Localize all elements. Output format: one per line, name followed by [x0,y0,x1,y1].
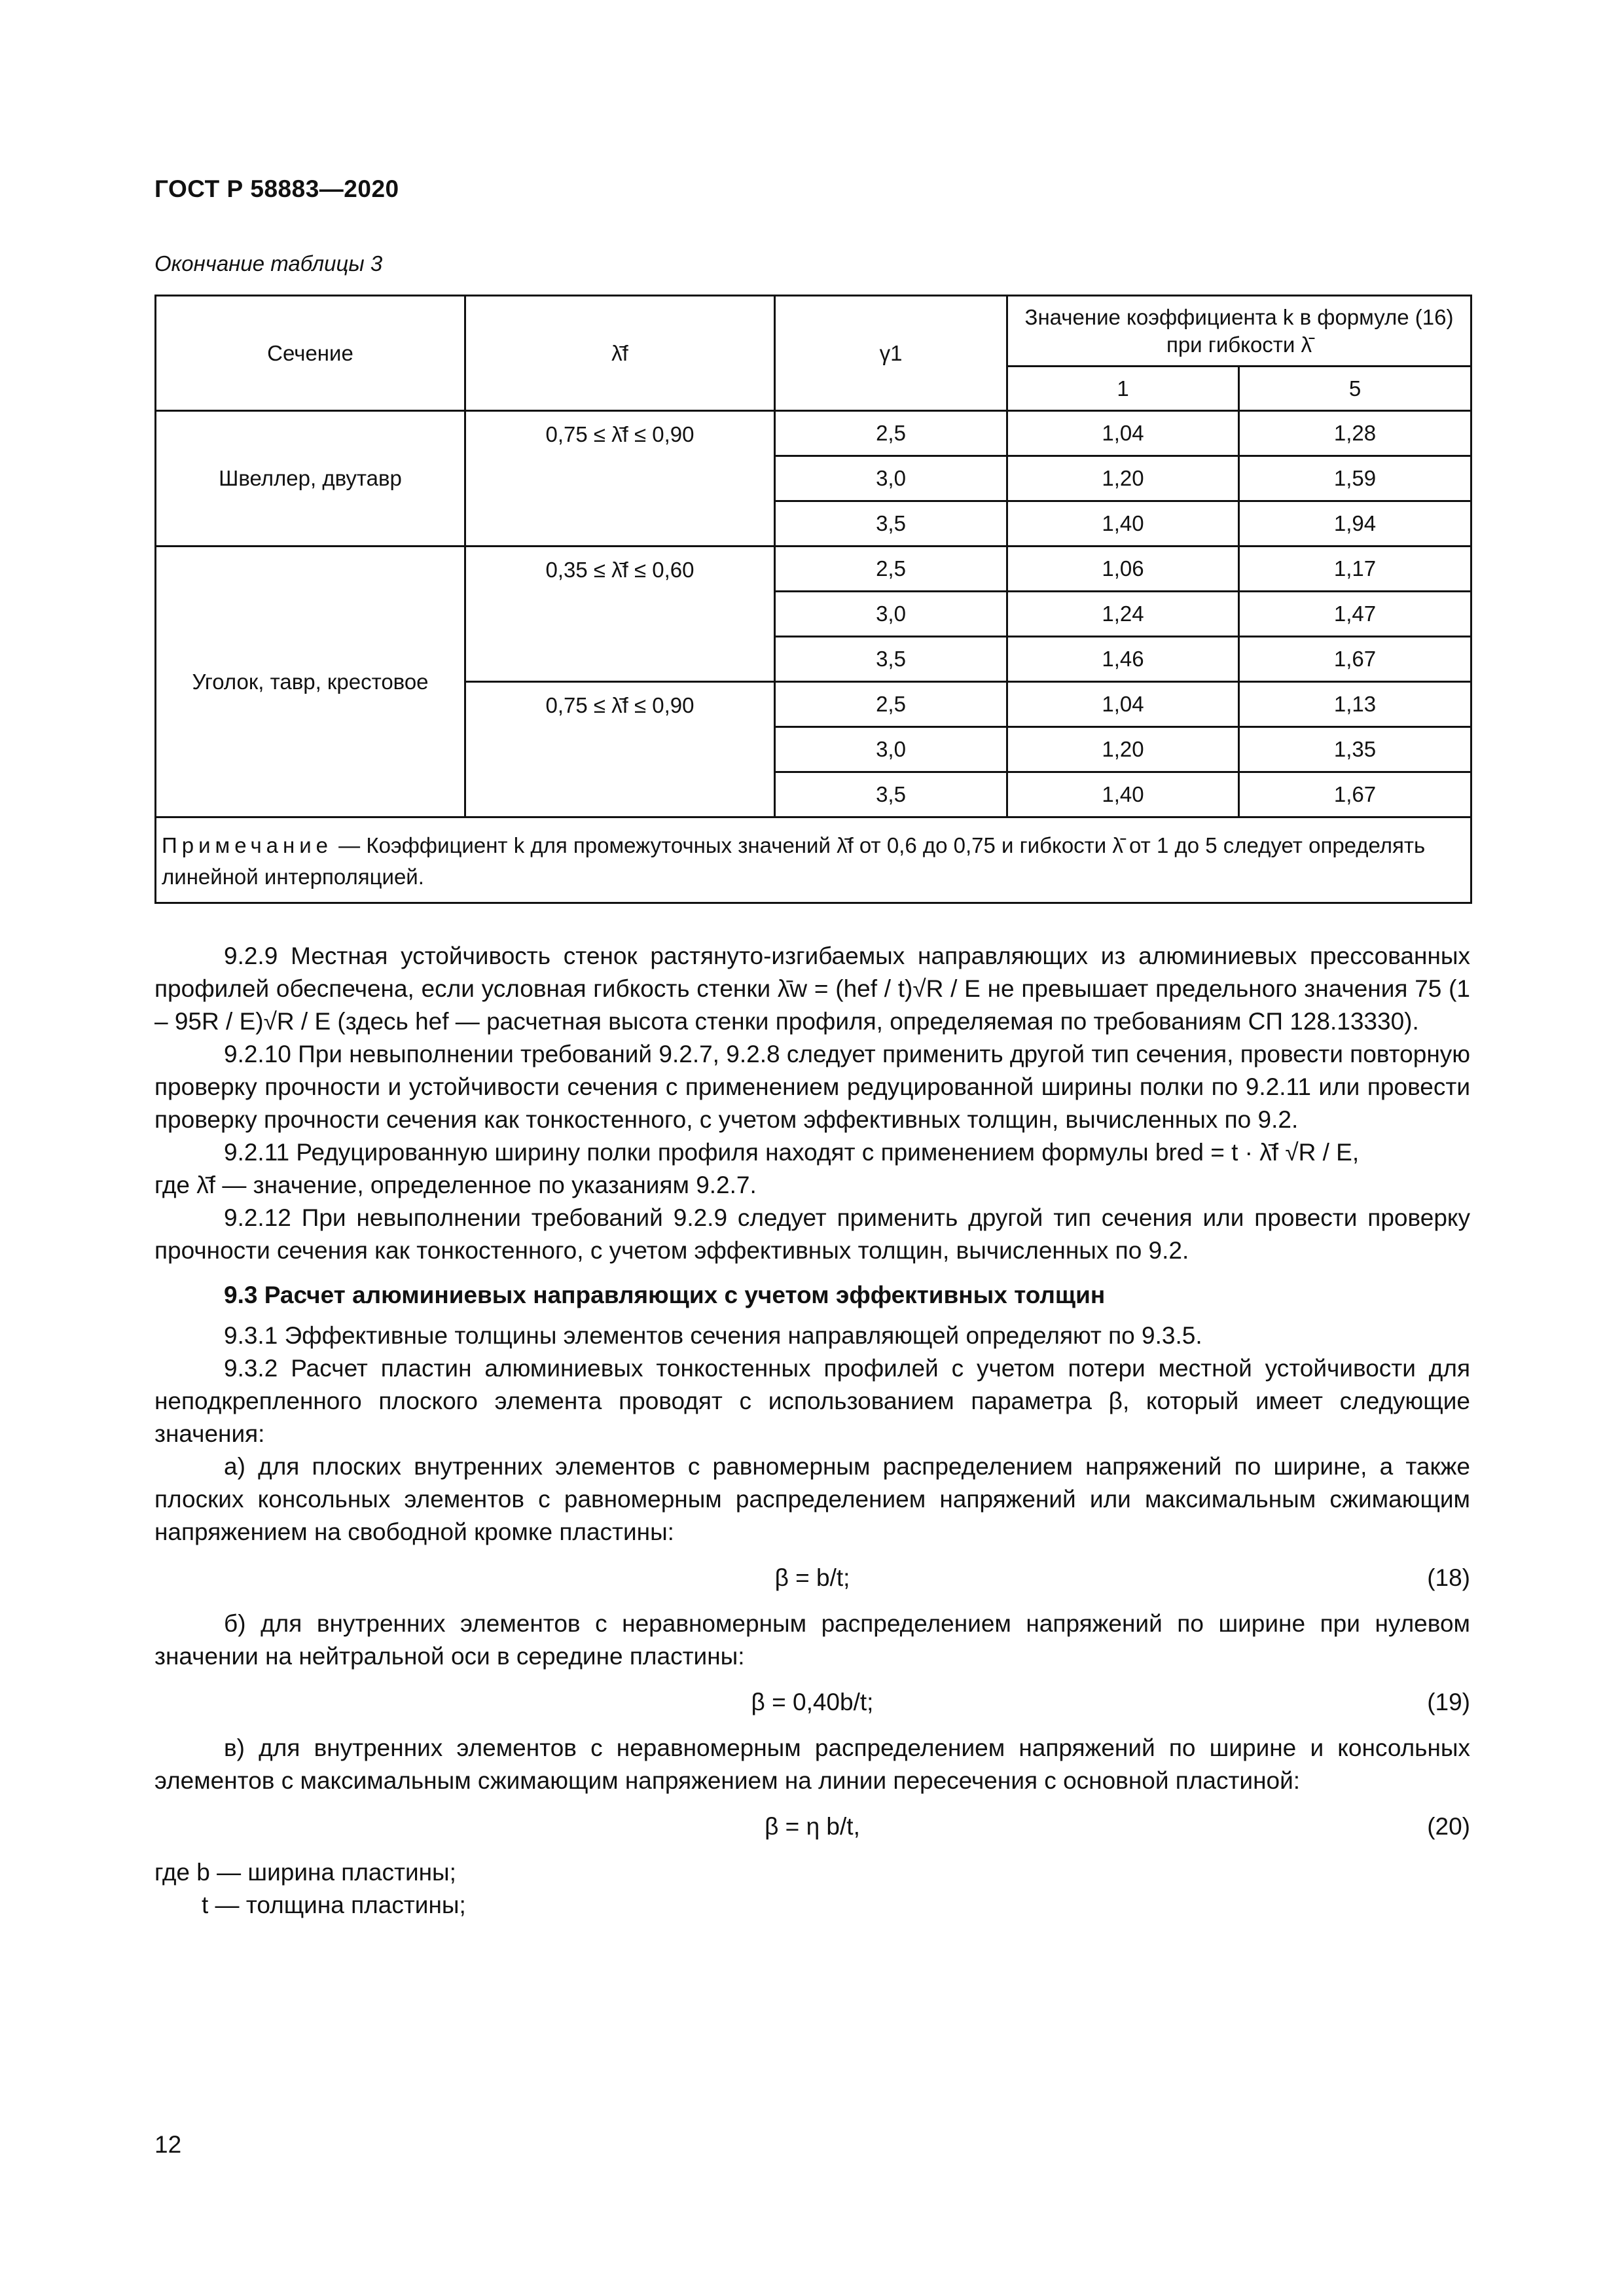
col-header-lambda-f: λ̄f [465,296,775,411]
range-cell: 0,75 ≤ λ̄f ≤ 0,90 [465,411,775,547]
gamma-cell: 2,5 [775,411,1007,456]
k5-cell: 1,35 [1239,727,1471,772]
table-caption: Окончание таблицы 3 [154,251,383,276]
page-number: 12 [154,2131,182,2158]
formula-18-number: (18) [1427,1564,1470,1591]
where-b: где b — ширина пластины; [154,1859,456,1886]
paragraph-9-3-1: 9.3.1 Эффективные толщины элементов сечения направляющей определяют по 9.3.5. [224,1322,1202,1349]
col-header-gamma1: γ1 [775,296,1007,411]
paragraph-a: а) для плоских внутренних элементов с равномерным распределением напряжений по ширине, а также плоских консольных элементов с равномерным распределением напряжений или максимальным сжимающим напряжением на свободной кромке пластины: [154,1453,1470,1545]
k1-cell: 1,20 [1007,456,1239,501]
gamma-cell: 3,5 [775,772,1007,817]
k5-cell: 1,67 [1239,637,1471,682]
gamma-cell: 3,5 [775,501,1007,547]
note-text: — Коэффициент k для промежуточных значений λ̄f от 0,6 до 0,75 и гибкости λ̄ от 1 до 5 следует определять линейной интерполяцией. [162,833,1426,889]
formula-19-expr: β = 0,40b/t; [751,1689,874,1715]
formula-19 [154,1673,1470,1732]
k1-cell: 1,40 [1007,501,1239,547]
where-t: t — толщина пластины; [202,1892,466,1918]
formula-20 [154,1797,1470,1856]
formula-18-expr: β = b/t; [774,1564,850,1591]
paragraph-9-3-2: 9.3.2 Расчет пластин алюминиевых тонкостенных профилей с учетом потери местной устойчивости для неподкрепленного плоского элемента проводят с использованием параметра β, который имеет следующие значения: [154,1355,1470,1447]
k5-cell: 1,94 [1239,501,1471,547]
table-3-end [154,295,1472,904]
gamma-cell: 2,5 [775,682,1007,727]
paragraph-9-2-11: 9.2.11 Редуцированную ширину полки профиля находят с применением формулы bred = t · λ̄f √R / E, [224,1139,1360,1166]
section-cell: Уголок, тавр, крестовое [156,547,465,817]
gamma-cell: 3,5 [775,637,1007,682]
k1-cell: 1,06 [1007,547,1239,592]
paragraph-9-2-12: 9.2.12 При невыполнении требований 9.2.9 следует применить другой тип сечения или провести проверку прочности сечения как тонкостенного, с учетом эффективных толщин, вычисленных по 9.2. [154,1204,1470,1264]
k5-cell: 1,28 [1239,411,1471,456]
col-header-k5: 5 [1239,367,1471,411]
note-label: Примечание [162,833,333,857]
k1-cell: 1,40 [1007,772,1239,817]
formula-18 [154,1549,1470,1607]
k1-cell: 1,04 [1007,411,1239,456]
body-text [154,940,1470,1922]
col-header-k1: 1 [1007,367,1239,411]
paragraph-9-2-9: 9.2.9 Местная устойчивость стенок растянуто-изгибаемых направляющих из алюминиевых прессованных профилей обеспечена, если условная гибкость стенки λ̄w = (hef / t)√R / E не превышает предельного значения 75 (1 – 95R / E)√R / E (здесь hef — расчетная высота стенки профиля, определяемая по требованиям СП 128.13330). [154,942,1470,1035]
range-cell: 0,75 ≤ λ̄f ≤ 0,90 [465,682,775,817]
k5-cell: 1,13 [1239,682,1471,727]
gamma-cell: 2,5 [775,547,1007,592]
gamma-cell: 3,0 [775,727,1007,772]
range-cell: 0,35 ≤ λ̄f ≤ 0,60 [465,547,775,682]
formula-19-number: (19) [1427,1689,1470,1715]
section-cell: Швеллер, двутавр [156,411,465,547]
k1-cell: 1,20 [1007,727,1239,772]
table-note [156,817,1471,903]
formula-20-number: (20) [1427,1813,1470,1840]
k1-cell: 1,46 [1007,637,1239,682]
k5-cell: 1,59 [1239,456,1471,501]
document-header: ГОСТ Р 58883—2020 [154,175,399,202]
paragraph-b: б) для внутренних элементов с неравномерным распределением напряжений по ширине при нулевом значении на нейтральной оси в середине пластины: [154,1610,1470,1670]
col-header-k-title: Значение коэффициента k в формуле (16) при гибкости λ̄ [1007,296,1471,367]
k5-cell: 1,67 [1239,772,1471,817]
k5-cell: 1,47 [1239,592,1471,637]
gamma-cell: 3,0 [775,456,1007,501]
paragraph-9-2-11-where: где λ̄f — значение, определенное по указаниям 9.2.7. [154,1172,757,1198]
gamma-cell: 3,0 [775,592,1007,637]
formula-20-expr: β = η b/t, [765,1813,860,1840]
col-header-section: Сечение [156,296,465,411]
k1-cell: 1,04 [1007,682,1239,727]
paragraph-9-2-10: 9.2.10 При невыполнении требований 9.2.7, 9.2.8 следует применить другой тип сечения, провести повторную проверку прочности и устойчивости сечения с применением редуцированной ширины полки по 9.2.11 или провести проверку прочности сечения как тонкостенного, с учетом эффективных толщин, вычисленных по 9.2. [154,1041,1470,1133]
paragraph-v: в) для внутренних элементов с неравномерным распределением напряжений по ширине и консольных элементов с максимальным сжимающим напряжением на линии пересечения с основной пластиной: [154,1734,1470,1794]
k1-cell: 1,24 [1007,592,1239,637]
k5-cell: 1,17 [1239,547,1471,592]
section-heading-9-3: 9.3 Расчет алюминиевых направляющих с учетом эффективных толщин [224,1282,1106,1308]
